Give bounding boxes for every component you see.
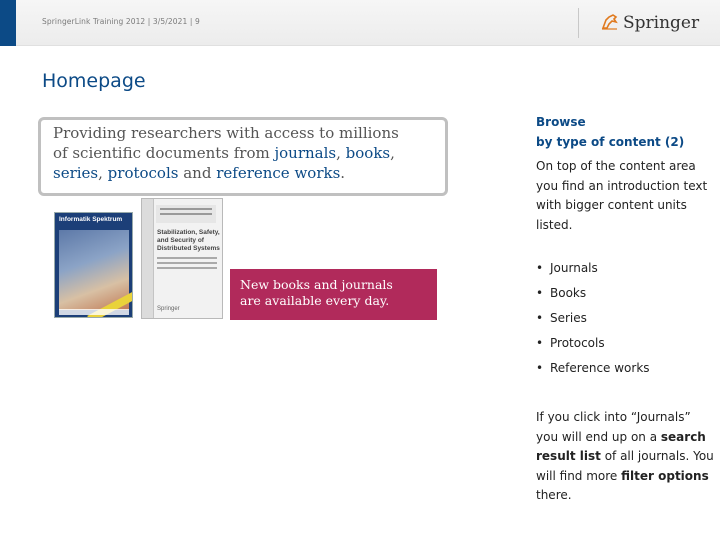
para2-bold-search-result-list: search result list — [536, 429, 706, 463]
bullet-icon: • — [536, 336, 544, 350]
list-item-label: Journals — [550, 261, 598, 275]
list-item — [536, 259, 714, 284]
intro-sep-3: , — [98, 164, 108, 182]
list-item-label: Series — [550, 311, 587, 325]
book-tag — [156, 205, 216, 223]
page-title: Homepage — [42, 70, 146, 92]
list-item — [536, 284, 714, 309]
book-details — [157, 257, 217, 272]
bullet-icon: • — [536, 286, 544, 300]
intro-and: and — [178, 164, 217, 182]
para2-text-c: of all journals. You will find more — [536, 449, 714, 483]
springer-logo — [600, 11, 699, 35]
intro-sep-2: , — [390, 144, 395, 162]
para2-bold-filter-options: filter options — [621, 468, 709, 483]
description-paragraph: On top of the content area you find an introduction text with bigger content units listed. — [536, 159, 708, 232]
bullet-icon: • — [536, 261, 544, 275]
intro-line-2: of scientific documents from — [53, 144, 275, 162]
header-divider — [578, 8, 579, 38]
header-accent — [0, 0, 16, 46]
promo-line-1: New books and journals — [240, 277, 393, 292]
slide-footer-text: SpringerLink Training 2012 | 3/5/2021 | 9 — [42, 17, 200, 26]
list-item-label: Books — [550, 286, 587, 300]
section-heading — [536, 113, 714, 152]
springer-horse-icon — [600, 11, 620, 35]
intro-line-1: Providing researchers with access to millions — [53, 124, 399, 142]
intro-link-journals[interactable]: journals — [274, 144, 337, 162]
intro-text-box — [38, 117, 448, 196]
intro-link-series[interactable]: series — [53, 164, 99, 182]
heading-line-2: by type of content (2) — [536, 134, 685, 149]
list-item-label: Reference works — [550, 361, 650, 375]
book-spine — [142, 199, 154, 318]
heading-line-1: Browse — [536, 115, 586, 129]
bullet-icon: • — [536, 311, 544, 325]
bullet-icon: • — [536, 361, 544, 375]
journal-cover-informatik[interactable] — [54, 212, 133, 318]
book-title: Stabilization, Safety, and Security of Distributed Systems — [157, 229, 220, 252]
intro-period: . — [340, 164, 346, 182]
intro-sep-1: , — [336, 144, 346, 162]
right-text-column — [536, 113, 714, 506]
intro-text — [53, 123, 433, 183]
header-bar — [0, 0, 720, 46]
content-type-list — [536, 259, 714, 384]
list-item — [536, 309, 714, 334]
cover-title: Informatik Spektrum — [59, 216, 123, 223]
journals-paragraph — [536, 408, 714, 506]
promo-line-2: are available every day. — [240, 293, 390, 308]
promo-banner — [230, 269, 437, 320]
promo-text — [240, 277, 427, 309]
list-item — [536, 334, 714, 359]
logo-text: Springer — [623, 13, 700, 33]
intro-link-books[interactable]: books — [345, 144, 391, 162]
list-item — [536, 359, 714, 384]
intro-link-reference-works[interactable]: reference works — [216, 164, 341, 182]
intro-link-protocols[interactable]: protocols — [107, 164, 179, 182]
para2-text-a: If you click into “Journals” you will end up on a — [536, 410, 691, 444]
list-item-label: Protocols — [550, 336, 605, 350]
para2-text-e: there. — [536, 488, 572, 502]
book-cover-distributed-systems[interactable] — [141, 198, 223, 319]
book-publisher: Springer — [157, 306, 180, 312]
cover-foot — [59, 309, 129, 315]
